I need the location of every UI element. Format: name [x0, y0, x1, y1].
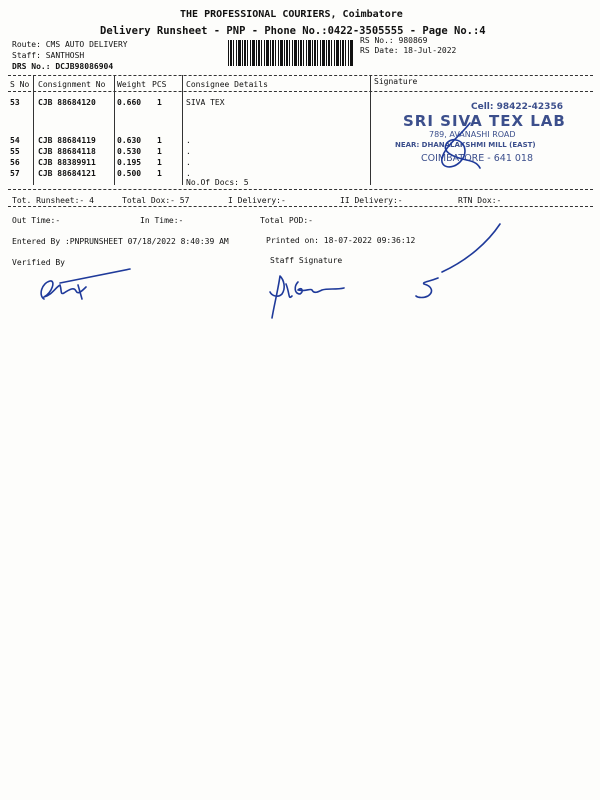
col-divider [114, 75, 115, 185]
header-sno: S No [10, 80, 30, 89]
stamp-address-2: NEAR: DHANALAKSHMI MILL (EAST) [395, 141, 536, 149]
rtn-dox: RTN Dox:- [458, 196, 502, 205]
total-pod: Total POD:- [260, 216, 313, 225]
row-weight: 0.530 [117, 147, 142, 156]
row-consignee: SIVA TEX [186, 98, 225, 107]
verified-by-label: Verified By [12, 258, 65, 267]
row-consignee: . [186, 169, 191, 178]
verifier-signature [30, 265, 140, 310]
stamp-name: SRI SIVA TEX LAB [403, 112, 566, 130]
stamp-city: COIMBATORE - 641 018 [421, 153, 534, 164]
i-delivery: I Delivery:- [228, 196, 286, 205]
row-consignment: CJB 88684118 [38, 147, 96, 156]
company-title: THE PROFESSIONAL COURIERS, Coimbatore [180, 9, 403, 20]
table-top-rule [8, 75, 593, 76]
row-sno: 56 [10, 158, 20, 167]
table-header-rule [8, 91, 593, 92]
ii-delivery: II Delivery:- [340, 196, 403, 205]
row-consignment: CJB 88684119 [38, 136, 96, 145]
row-weight: 0.630 [117, 136, 142, 145]
staff-label: Staff: SANTHOSH [12, 51, 85, 60]
stray-pen-mark [408, 220, 508, 310]
col-divider [370, 75, 371, 185]
header-weight: Weight [117, 80, 146, 89]
staff-signature-label: Staff Signature [270, 256, 343, 265]
row-sno: 54 [10, 136, 20, 145]
header-signature: Signature [374, 77, 418, 86]
totals-top-rule [8, 189, 593, 190]
row-consignment: CJB 88389911 [38, 158, 96, 167]
entered-by: Entered By :PNPRUNSHEET 07/18/2022 8:40:39 AM [12, 237, 229, 246]
row-consignee: . [186, 136, 191, 145]
row-weight: 0.660 [117, 98, 142, 107]
staff-signature [262, 270, 372, 322]
row-consignment: CJB 88684120 [38, 98, 96, 107]
in-time: In Time:- [140, 216, 184, 225]
route-label: Route: CMS AUTO DELIVERY [12, 40, 128, 49]
barcode [228, 40, 353, 66]
row-pcs: 1 [157, 98, 162, 107]
totals-bottom-rule [8, 206, 593, 207]
stamp-cell: Cell: 98422-42356 [471, 102, 563, 112]
no-of-docs: No.Of Docs: 5 [186, 178, 249, 187]
consignee-signature [420, 118, 500, 178]
total-dox: Total Dox:- 57 [122, 196, 190, 205]
rs-number: RS No.: 980869 [360, 36, 428, 45]
rs-date: RS Date: 18-Jul-2022 [360, 46, 457, 55]
row-sno: 57 [10, 169, 20, 178]
row-pcs: 1 [157, 136, 162, 145]
col-divider [182, 75, 183, 185]
header-consignment: Consignment No [38, 80, 106, 89]
row-sno: 55 [10, 147, 20, 156]
row-weight: 0.195 [117, 158, 142, 167]
header-consignee: Consignee Details [186, 80, 268, 89]
printed-on: Printed on: 18-07-2022 09:36:12 [266, 236, 416, 245]
col-divider [33, 75, 34, 185]
row-pcs: 1 [157, 158, 162, 167]
row-pcs: 1 [157, 169, 162, 178]
stamp-address-1: 789, AVANASHI ROAD [429, 130, 516, 139]
tot-runsheet: Tot. Runsheet:- 4 [12, 196, 94, 205]
row-sno: 53 [10, 98, 20, 107]
out-time: Out Time:- [12, 216, 61, 225]
runsheet-title: Delivery Runsheet - PNP - Phone No.:0422-3505555 - Page No.:4 [100, 25, 486, 37]
row-consignment: CJB 88684121 [38, 169, 96, 178]
row-pcs: 1 [157, 147, 162, 156]
row-weight: 0.500 [117, 169, 142, 178]
row-consignee: . [186, 158, 191, 167]
drs-number: DRS No.: DCJB98086904 [12, 62, 114, 71]
row-consignee: . [186, 147, 191, 156]
header-pcs: PCS [152, 80, 167, 89]
